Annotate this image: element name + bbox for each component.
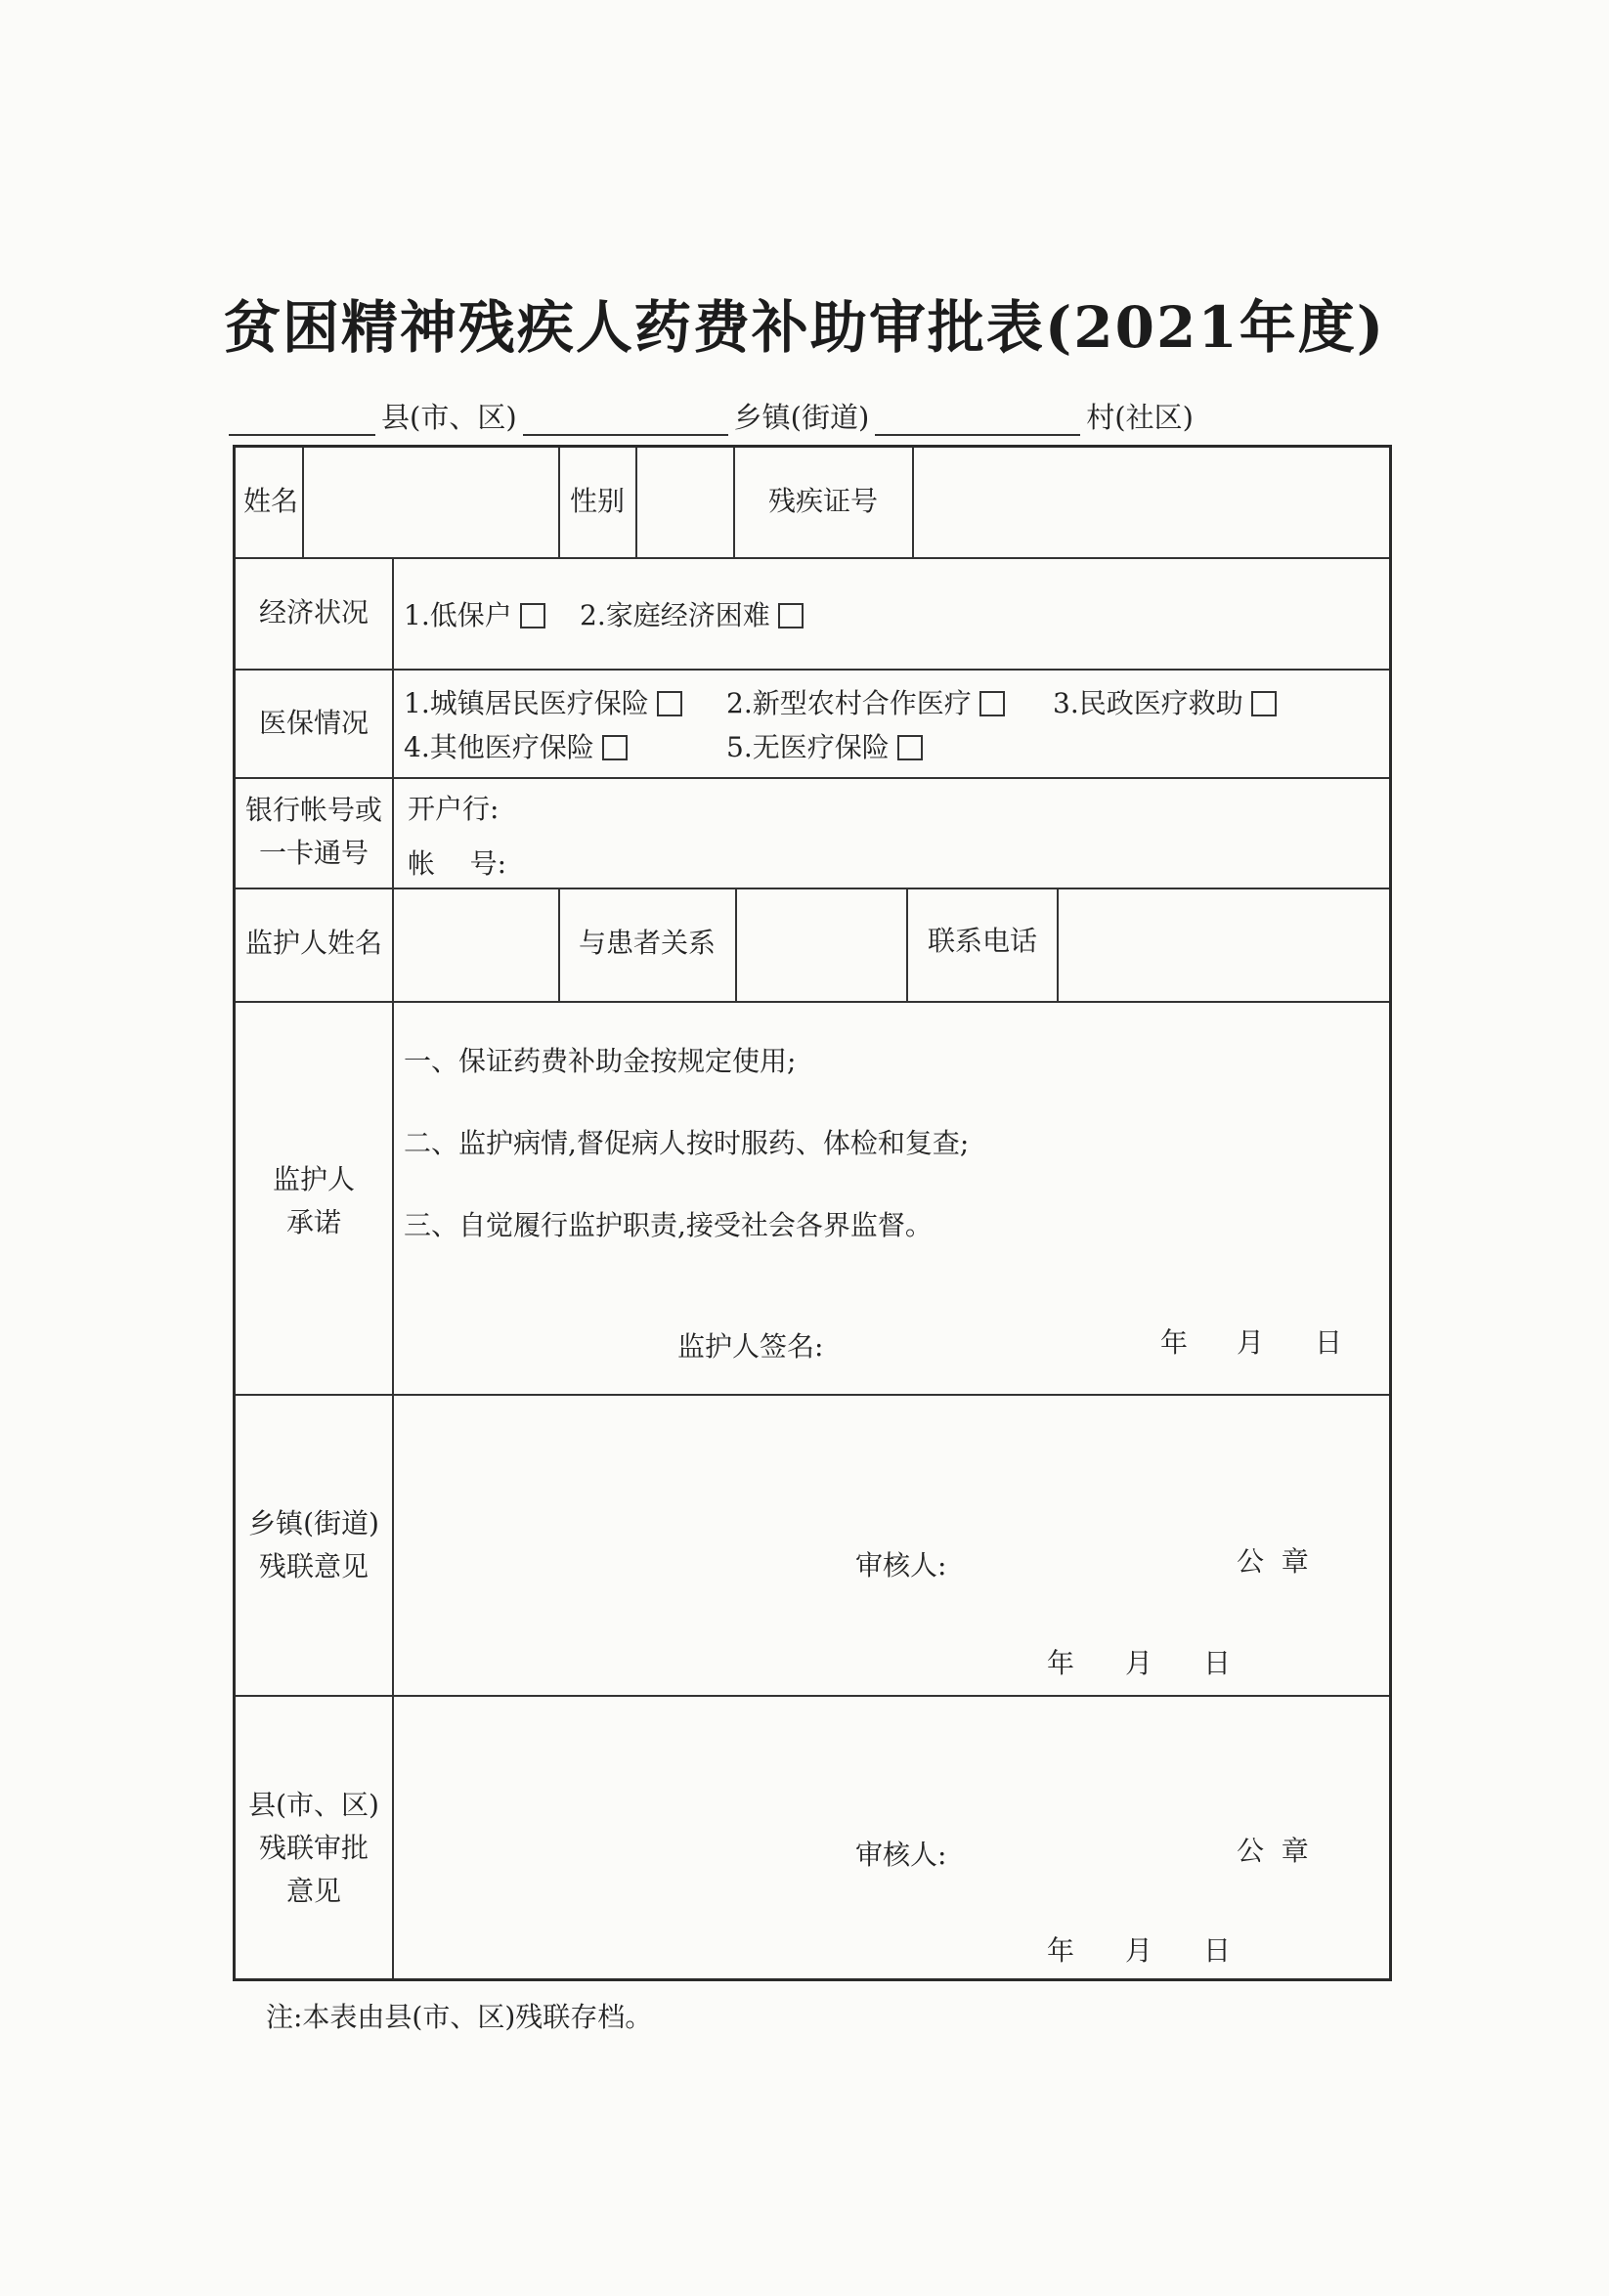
county-reviewer-label: 审核人:	[855, 1839, 947, 1871]
county-opinion-label-line1: 县(市、区)	[248, 1789, 379, 1821]
village-label: 村(社区)	[1086, 401, 1194, 434]
commitment-2: 二、监护病情,督促病人按时服药、体检和复查;	[404, 1127, 970, 1159]
checkbox-icon[interactable]	[657, 691, 682, 716]
account-field[interactable]	[519, 837, 1379, 876]
checkbox-icon[interactable]	[778, 603, 804, 628]
checkbox-icon[interactable]	[979, 691, 1005, 716]
county-blank[interactable]	[229, 405, 375, 436]
form-title: 贫困精神残疾人药费补助审批表(2021年度)	[223, 294, 1386, 361]
location-line	[229, 396, 1392, 436]
insurance-option-5[interactable]: 5.无医疗保险	[726, 726, 923, 765]
town-reviewer-label: 审核人:	[855, 1549, 947, 1581]
phone-field[interactable]	[1059, 889, 1387, 999]
county-label: 县(市、区)	[381, 401, 517, 434]
date-month: 月	[1237, 1326, 1265, 1359]
insurance-option-2[interactable]: 2.新型农村合作医疗	[726, 682, 1005, 721]
date-year: 年	[1160, 1326, 1189, 1359]
account-label: 帐 号:	[408, 847, 507, 880]
gender-field[interactable]	[637, 450, 731, 555]
town-opinion-label-line2: 残联意见	[258, 1550, 369, 1582]
checkbox-icon[interactable]	[897, 735, 923, 760]
approval-form-table	[233, 445, 1392, 1981]
town-seal-label: 公 章	[1237, 1545, 1309, 1578]
town-date-month: 月	[1125, 1647, 1153, 1679]
bank-name-label: 开户行:	[408, 793, 500, 825]
town-opinion-label-line1: 乡镇(街道)	[248, 1507, 379, 1539]
commitment-3: 三、自觉履行监护职责,接受社会各界监督。	[404, 1209, 933, 1241]
disability-id-label: 残疾证号	[767, 485, 878, 517]
bank-label-line2: 一卡通号	[258, 837, 369, 869]
relation-label: 与患者关系	[578, 927, 716, 959]
county-opinion-label-line2: 残联审批	[258, 1832, 369, 1864]
insurance-option-4[interactable]: 4.其他医疗保险	[404, 726, 628, 765]
gender-label: 性别	[569, 485, 625, 517]
commitment-1: 一、保证药费补助金按规定使用;	[404, 1045, 797, 1077]
town-date-day: 日	[1203, 1647, 1232, 1679]
date-day: 日	[1315, 1326, 1343, 1359]
guardian-commit-label-line1: 监护人	[272, 1163, 355, 1195]
insurance-option-3[interactable]: 3.民政医疗救助	[1053, 682, 1277, 721]
phone-label: 联系电话	[927, 925, 1037, 957]
insurance-option-1[interactable]: 1.城镇居民医疗保险	[404, 682, 682, 721]
guardian-signature-field[interactable]	[832, 1318, 1066, 1361]
name-field[interactable]	[304, 450, 556, 555]
guardian-commit-label-line2: 承诺	[285, 1206, 341, 1238]
checkbox-icon[interactable]	[520, 603, 545, 628]
economic-status-label: 经济状况	[258, 596, 369, 628]
medical-insurance-label: 医保情况	[258, 707, 369, 739]
footnote: 注:本表由县(市、区)残联存档。	[266, 2001, 653, 2033]
guardian-name-label: 监护人姓名	[244, 927, 382, 959]
checkbox-icon[interactable]	[1251, 691, 1277, 716]
county-seal-label: 公 章	[1237, 1835, 1309, 1867]
guardian-signature-label: 监护人签名:	[677, 1330, 824, 1363]
disability-id-field[interactable]	[914, 450, 1389, 555]
county-opinion-label-line3: 意见	[285, 1875, 341, 1907]
bank-label-line1: 银行帐号或	[244, 794, 382, 826]
county-date-day: 日	[1203, 1934, 1232, 1967]
village-blank[interactable]	[875, 405, 1080, 436]
town-date-year: 年	[1047, 1647, 1075, 1679]
guardian-name-field[interactable]	[394, 889, 556, 999]
county-date-year: 年	[1047, 1934, 1075, 1967]
town-blank[interactable]	[523, 405, 728, 436]
bank-name-field[interactable]	[519, 782, 1379, 821]
economic-option-low-income[interactable]: 1.低保户	[404, 594, 545, 633]
checkbox-icon[interactable]	[602, 735, 628, 760]
name-label: 姓名	[242, 485, 298, 517]
relation-field[interactable]	[737, 889, 904, 999]
county-date-month: 月	[1125, 1934, 1153, 1967]
economic-option-hardship[interactable]: 2.家庭经济困难	[580, 594, 804, 633]
town-label: 乡镇(街道)	[733, 401, 870, 434]
